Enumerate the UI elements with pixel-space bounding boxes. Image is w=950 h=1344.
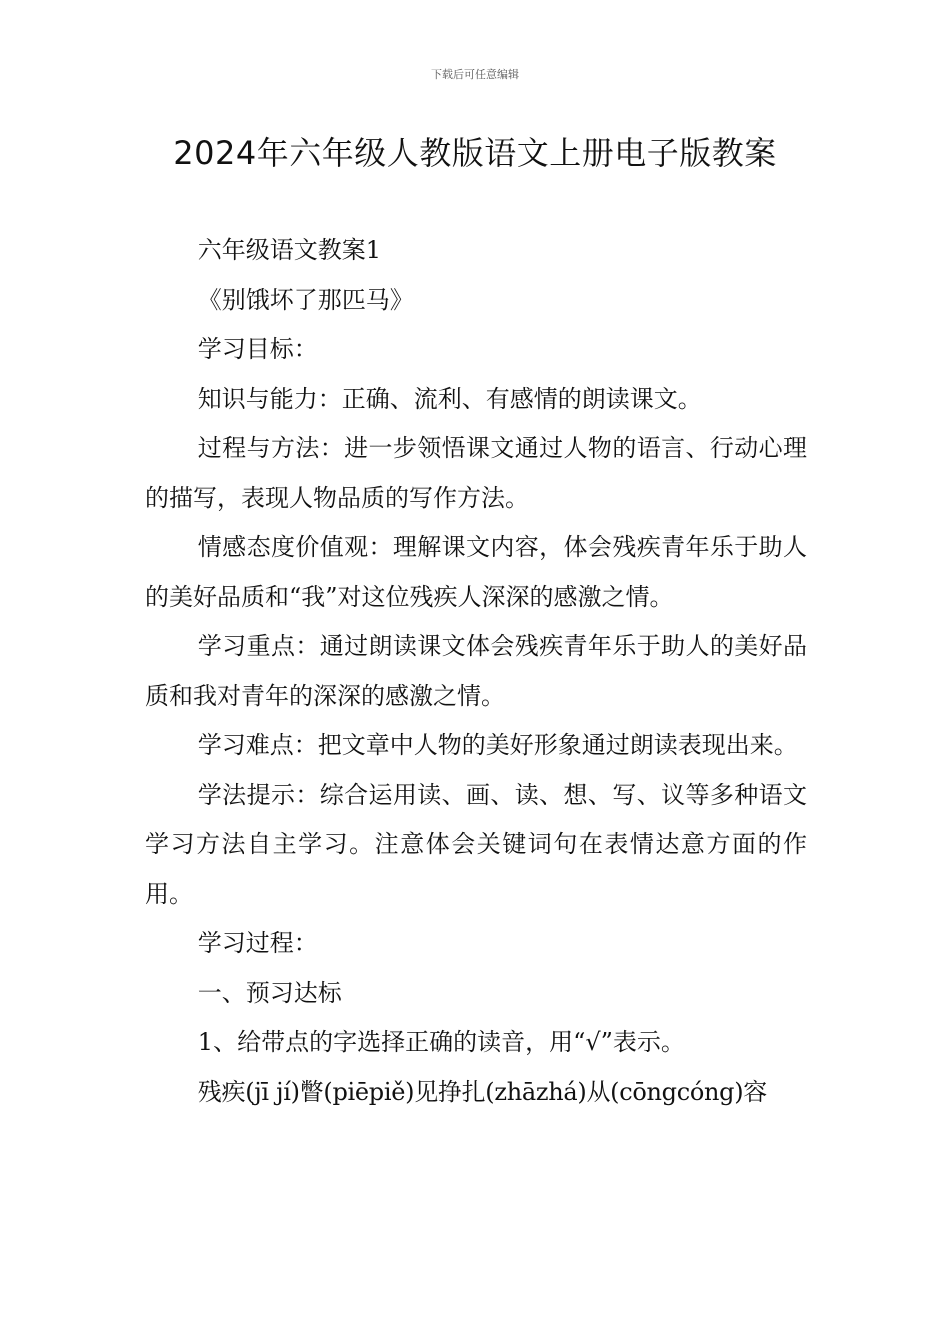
paragraph-exercise-instruction: 1、给带点的字选择正确的读音，用“√”表示。 (197, 1028, 685, 1056)
paragraph-emotion-values: 情感态度价值观：理解课文内容，体会残疾青年乐于助人的美好品质和“我”对这位残疾人深深的感激之情。 (145, 533, 807, 611)
paragraph-preview-section: 一、预习达标 (197, 978, 342, 1007)
paragraph-pinyin-exercise: 残疾(jī jí)瞥(piēpiě)见挣扎(zhāzhá)从(cōngcóng)容 (197, 1077, 767, 1106)
paragraph-learning-process: 学习过程： (197, 929, 318, 957)
paragraph-knowledge-ability: 知识与能力：正确、流利、有感情的朗读课文。 (197, 384, 702, 413)
paragraph-learning-goals: 学习目标： (197, 335, 318, 363)
paragraph-lesson-heading: 六年级语文教案1 (197, 236, 382, 264)
paragraph-study-tips: 学法提示：综合运用读、画、读、想、写、议等多种语文学习方法自主学习。注意体会关键词句在表情达意方面的作用。 (145, 780, 807, 908)
paragraph-difficulties: 学习难点：把文章中人物的美好形象通过朗读表现出来。 (197, 731, 798, 759)
header-note: 下载后可任意编辑 (431, 68, 519, 81)
paragraph-key-points: 学习重点：通过朗读课文体会残疾青年乐于助人的美好品质和我对青年的深深的感激之情。 (145, 632, 807, 710)
paragraph-process-method: 过程与方法：进一步领悟课文通过人物的语言、行动心理的描写，表现人物品质的写作方法。 (145, 434, 807, 512)
document-body (145, 226, 807, 1117)
paragraph-lesson-title: 《别饿坏了那匹马》 (197, 285, 414, 314)
document-title: 2024年六年级人教版语文上册电子版教案 (173, 134, 777, 172)
